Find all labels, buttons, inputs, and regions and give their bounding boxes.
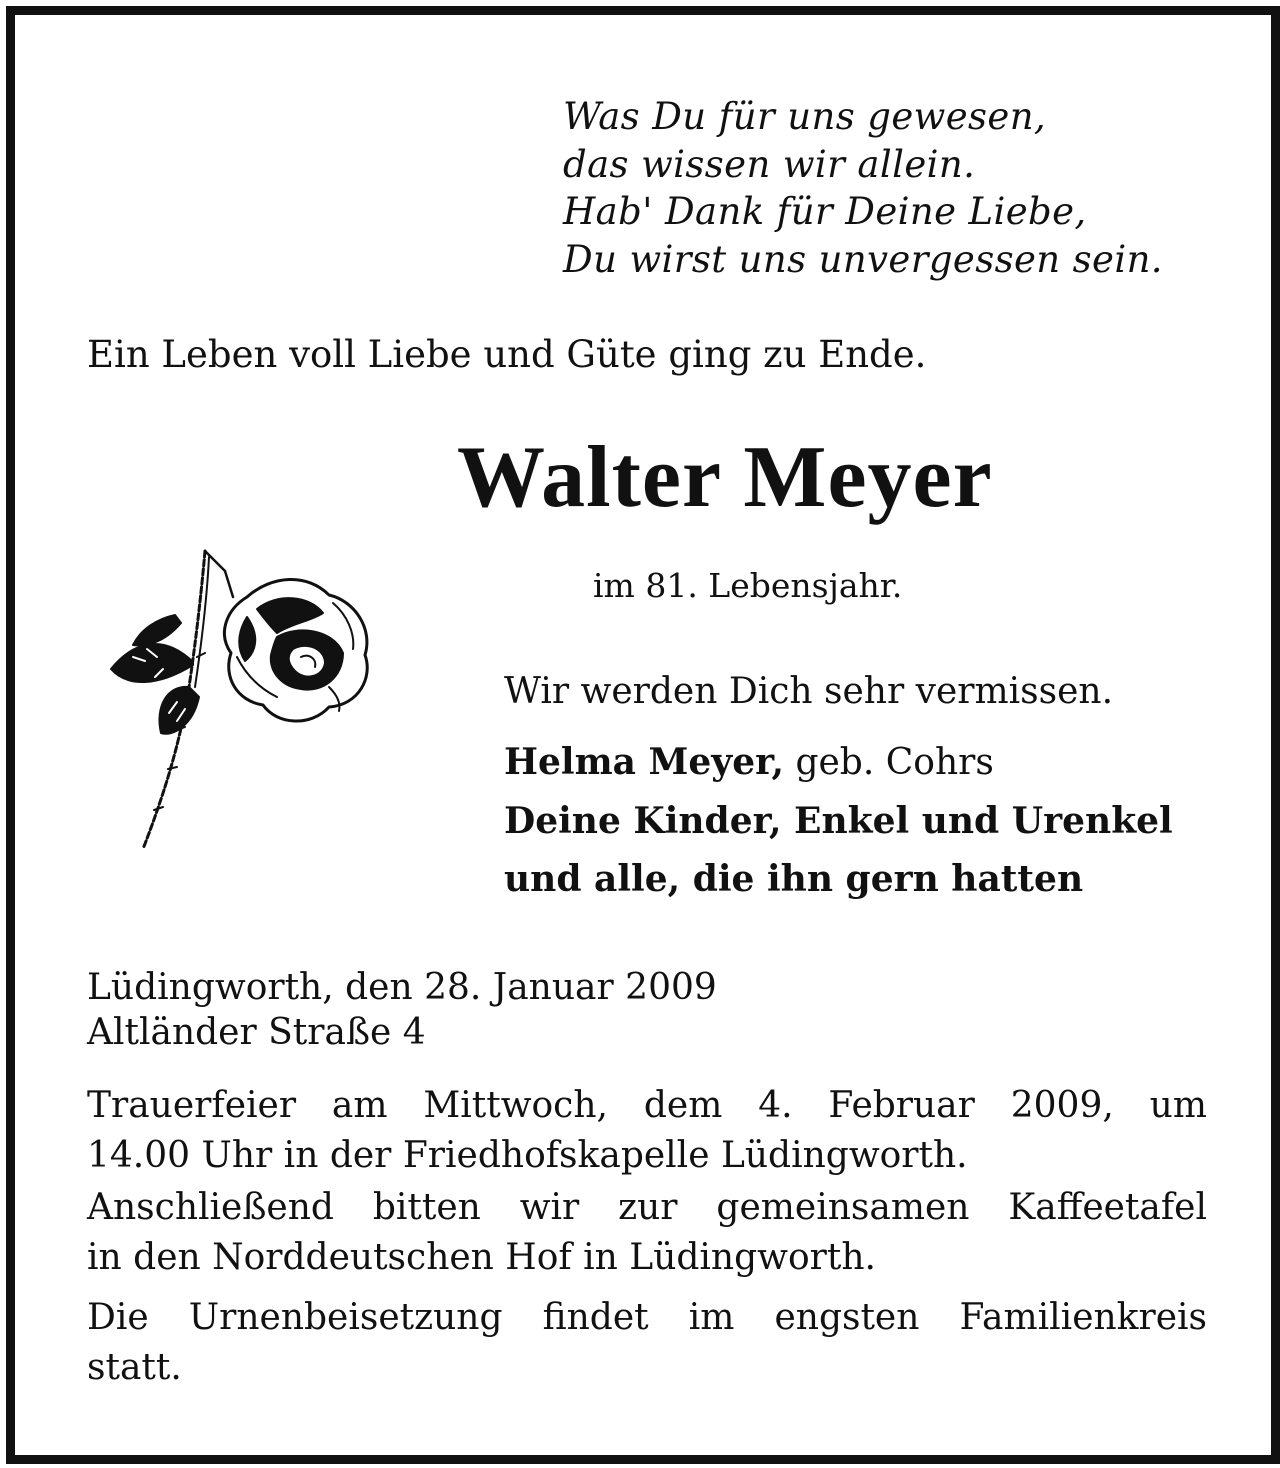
intro-text: Ein Leben voll Liebe und Güte ging zu Ende. [87, 333, 927, 376]
miss-line: Wir werden Dich sehr vermissen. [504, 671, 1114, 712]
paragraph-line: Anschließend bitten wir zur gemeinsamen Kaffeetafel [87, 1187, 1207, 1228]
rose-icon [97, 537, 382, 855]
deceased-name: Walter Meyer [457, 429, 993, 526]
age-line: im 81. Lebensjahr. [593, 566, 903, 605]
family-line-all: und alle, die ihn gern hatten [504, 858, 1084, 900]
poem-line: Was Du für uns gewesen, [563, 95, 1047, 138]
poem-line: Hab' Dank für Deine Liebe, [563, 190, 1087, 233]
place-date [87, 965, 717, 1055]
paragraph-line: 14.00 Uhr in der Friedhofskapelle Lüdingworth. [87, 1135, 968, 1176]
place-date-line: Lüdingworth, den 28. Januar 2009 [87, 967, 717, 1008]
funeral-service-paragraph [87, 1081, 1207, 1181]
paragraph-line: Die Urnenbeisetzung findet im engsten Familienkreis [87, 1297, 1207, 1338]
spouse-birthname: geb. Cohrs [784, 742, 994, 783]
spouse-name: Helma Meyer, [504, 741, 785, 783]
paragraph-line: Trauerfeier am Mittwoch, dem 4. Februar 2009, um [87, 1085, 1207, 1126]
urn-burial-paragraph [87, 1293, 1207, 1393]
paragraph-line: in den Norddeutschen Hof in Lüdingworth. [87, 1237, 876, 1278]
spouse-line [504, 733, 1173, 792]
family-line-children: Deine Kinder, Enkel und Urenkel [504, 800, 1173, 842]
paragraph-line: statt. [87, 1347, 182, 1388]
poem-line: Du wirst uns unvergessen sein. [563, 237, 1163, 281]
coffee-paragraph [87, 1183, 1207, 1283]
address-line: Altländer Straße 4 [87, 1012, 426, 1053]
obituary-frame [6, 6, 1280, 1464]
family-signature [504, 733, 1173, 908]
poem-line: das wissen wir allein. [563, 142, 976, 186]
memorial-poem [563, 93, 1163, 283]
